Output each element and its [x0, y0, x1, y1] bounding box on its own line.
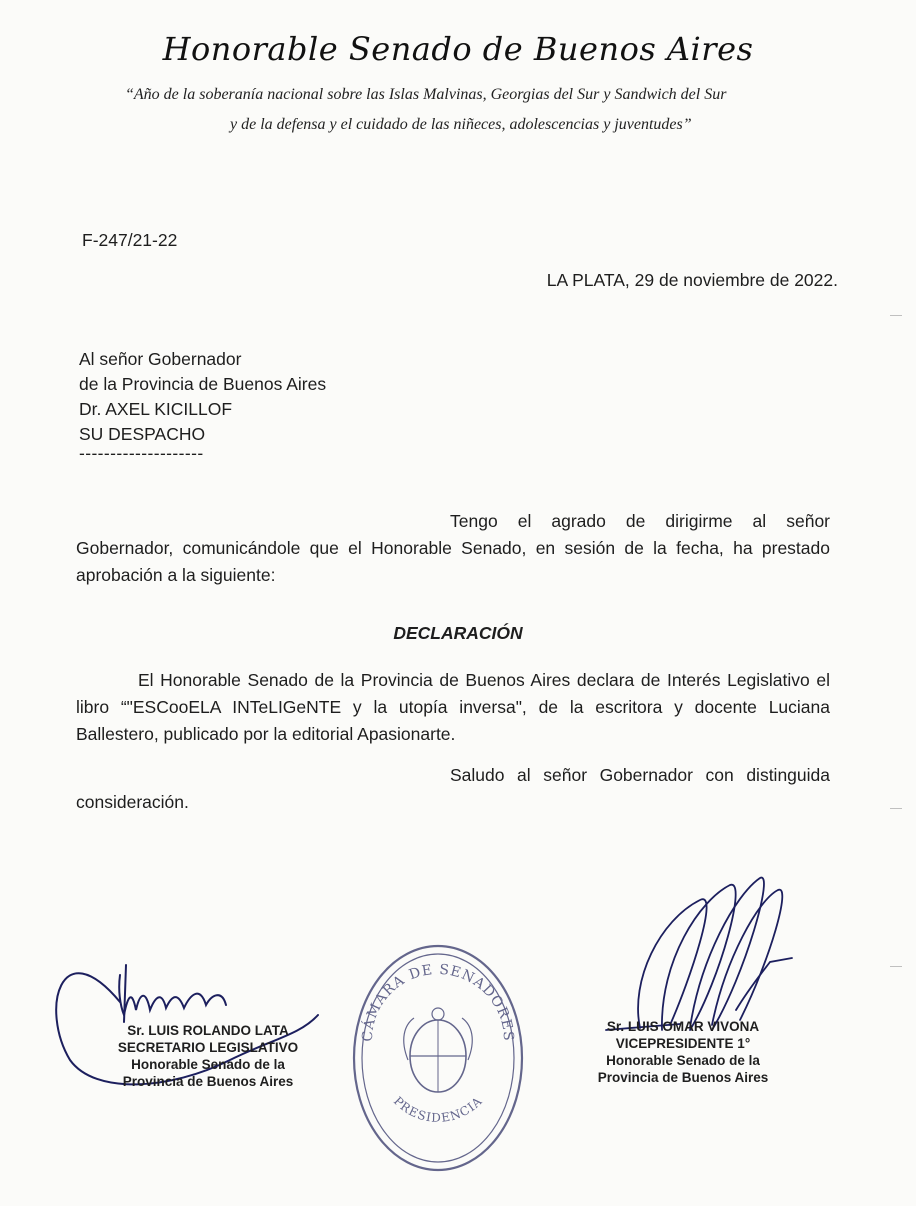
left-signature-block: [68, 1022, 348, 1090]
seal-top-text: CÁMARA DE SENADORES: [359, 961, 517, 1043]
left-signatory-name: Sr. LUIS ROLANDO LATA: [127, 1023, 289, 1038]
right-signature-block: [548, 1018, 818, 1086]
declaration-heading: DECLARACIÓN: [393, 623, 523, 643]
body-paragraph-intro: Tengo el agrado de dirigirme al señor Gobernador, comunicándole que el Honorable Senado, en sesión de la fecha, ha prestado aprobación a la siguiente:: [76, 511, 830, 585]
letterhead-title: Honorable Senado de Buenos Aires: [162, 30, 754, 68]
right-signatory-name: Sr. LUIS OMAR VIVONA: [606, 1019, 760, 1034]
body-paragraph-declaration: El Honorable Senado de la Provincia de Buenos Aires declara de Interés Legislativo el libro “"ESCooELA INTeLIGeNTE y la utopía inversa", de la escritora y docente Luciana Ballestero, publicado por la editorial Apasionarte.: [76, 670, 830, 744]
addressee-line1: Al señor Gobernador: [79, 349, 242, 369]
file-reference: F-247/21-22: [82, 230, 178, 250]
scan-mark: [890, 315, 902, 316]
letterhead-motto-line2: y de la defensa y el cuidado de las niñeces, adolescencias y juventudes”: [230, 116, 692, 133]
right-signatory-org1: Honorable Senado de la: [606, 1053, 760, 1068]
right-signature: [606, 878, 792, 1030]
letterhead-motto-line1: “Año de la soberanía nacional sobre las Islas Malvinas, Georgias del Sur y Sandwich del Sur: [125, 86, 727, 103]
left-signatory-org2: Provincia de Buenos Aires: [122, 1074, 294, 1089]
seal-bottom-text: PRESIDENCIA: [390, 1093, 486, 1125]
body-paragraph-closing: Saludo al señor Gobernador con distinguida consideración.: [76, 765, 830, 812]
left-signatory-role: SECRETARIO LEGISLATIVO: [117, 1040, 299, 1055]
addressee-separator: --------------------: [79, 443, 204, 463]
left-signatory-org1: Honorable Senado de la: [131, 1057, 285, 1072]
addressee-line3: Dr. AXEL KICILLOF: [79, 399, 233, 419]
scan-mark: [890, 966, 902, 967]
senate-seal: [354, 946, 522, 1170]
seal-emblem-icon: [404, 1008, 473, 1092]
right-signatory-role: VICEPRESIDENTE 1°: [615, 1036, 751, 1051]
right-signatory-org2: Provincia de Buenos Aires: [597, 1070, 769, 1085]
scan-mark: [890, 808, 902, 809]
addressee-line4: SU DESPACHO: [79, 424, 206, 444]
date-line: LA PLATA, 29 de noviembre de 2022.: [546, 270, 838, 290]
addressee-line2: de la Provincia de Buenos Aires: [79, 374, 327, 394]
